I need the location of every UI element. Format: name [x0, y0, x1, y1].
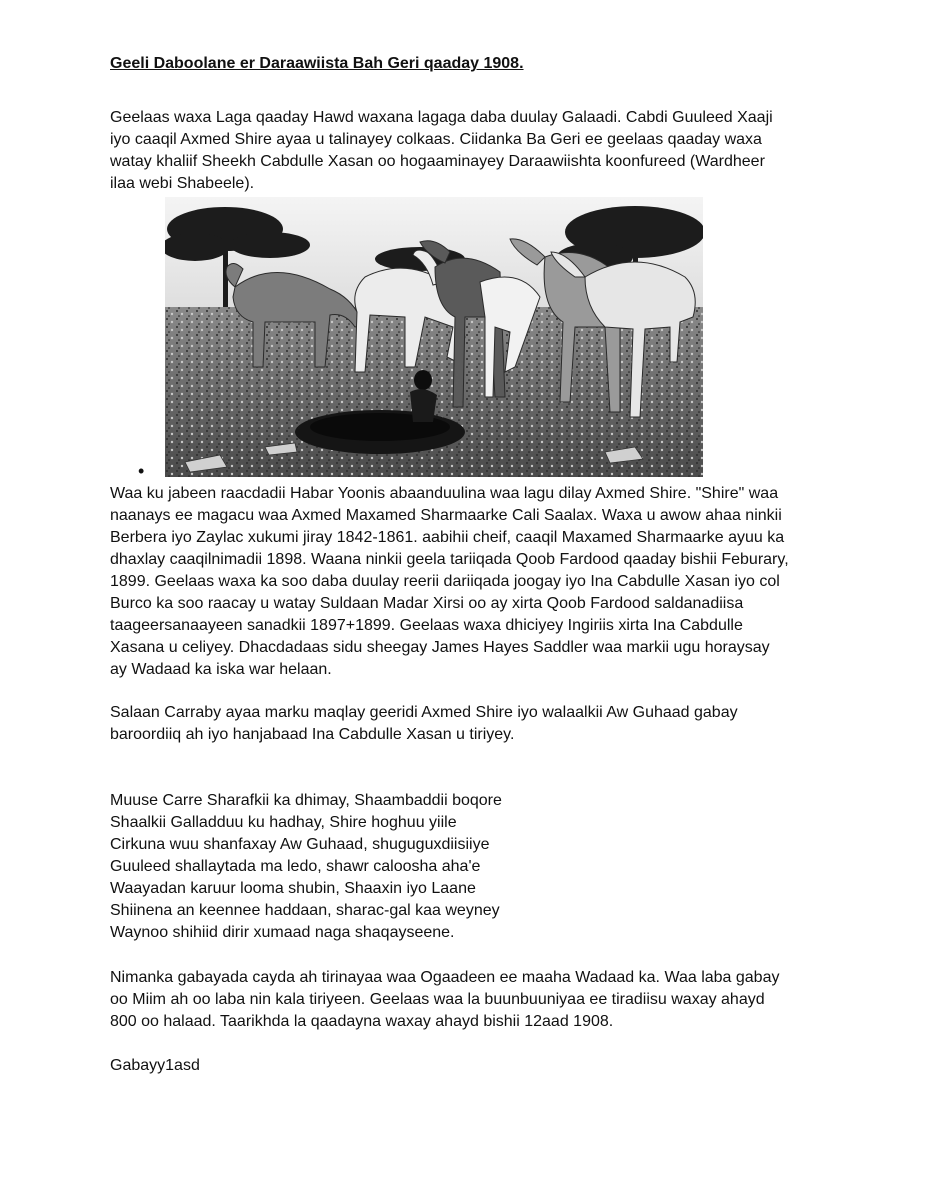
- poem-line: Muuse Carre Sharafkii ka dhimay, Shaambaddii boqore: [110, 792, 502, 809]
- text-line: 1899. Geelaas waxa ka soo daba duulay reerii dariiqada joogay iyo Ina Cabdulle Xasan iyo col: [110, 573, 780, 590]
- text-line: Nimanka gabayada cayda ah tirinayaa waa Ogaadeen ee maaha Wadaad ka. Waa laba gabay: [110, 969, 780, 986]
- poem-line: Guuleed shallaytada ma ledo, shawr caloosha aha'e: [110, 858, 481, 875]
- signature: Gabayy1asd: [110, 1057, 200, 1074]
- document-title: Geeli Daboolane er Daraawiista Bah Geri qaaday 1908.: [110, 55, 524, 72]
- text-line: watay khaliif Sheekh Cabdulle Xasan oo hogaaminayey Daraawiishta koonfureed (Wardheer: [110, 153, 765, 170]
- text-line: dhaxlay caaqilnimadii 1898. Waana ninkii geela tariiqada Qoob Fardood qaaday bishii Feburary,: [110, 551, 789, 568]
- paragraph-salaan: [110, 702, 825, 746]
- paragraph-intro: [110, 107, 825, 195]
- bullet-marker: •: [138, 461, 145, 481]
- paragraph-conclusion: [110, 967, 825, 1033]
- text-line: ilaa webi Shabeele).: [110, 175, 255, 192]
- paragraph-shire: [110, 483, 825, 681]
- poem-line: Shiinena an keennee haddaan, sharac-gal kaa weyney: [110, 902, 500, 919]
- text-line: Xasana u celiyey. Dhacdadaas sidu sheegay James Hayes Saddler waa markii ugu horaysay: [110, 639, 770, 656]
- poem-line: Waynoo shihiid dirir xumaad naga shaqayseene.: [110, 924, 455, 941]
- text-line: naanays ee magacu waa Axmed Maxamed Sharmaarke Cali Saalax. Waxa u awow ahaa ninkii: [110, 507, 782, 524]
- poem-line: Shaalkii Galladduu ku hadhay, Shire hoghuu yiile: [110, 814, 457, 831]
- text-line: baroordiiq ah iyo hanjabaad Ina Cabdulle Xasan u tiriyey.: [110, 726, 515, 743]
- text-line: ay Wadaad ka iska war helaan.: [110, 661, 332, 678]
- poem: [110, 790, 825, 944]
- text-line: taageersanaayeen sanadkii 1897+1899. Geelaas waxa dhiciyey Ingiriis xirta Ina Cabdulle: [110, 617, 743, 634]
- poem-line: Cirkuna wuu shanfaxay Aw Guhaad, shuguguxdiisiiye: [110, 836, 490, 853]
- text-line: iyo caaqil Axmed Shire ayaa u talinayey colkaas. Ciidanka Ba Geri ee geelaas qaaday waxa: [110, 131, 762, 148]
- text-line: 800 oo halaad. Taarikhda la qaadayna waxay ahayd bishii 12aad 1908.: [110, 1013, 614, 1030]
- text-line: Burco ka soo raacay u watay Suldaan Madar Xirsi oo ay xirta Qoob Fardood saldanadiisa: [110, 595, 744, 612]
- text-line: Salaan Carraby ayaa marku maqlay geeridi Axmed Shire iyo walaalkii Aw Guhaad gabay: [110, 704, 738, 721]
- poem-line: Waayadan karuur looma shubin, Shaaxin iyo Laane: [110, 880, 476, 897]
- text-line: oo Miim ah oo laba nin kala tiriyeen. Geelaas waa la buunbuuniyaa ee tiradiisu waxay ahayd: [110, 991, 765, 1008]
- text-line: Waa ku jabeen raacdadii Habar Yoonis abaanduulina waa lagu dilay Axmed Shire. "Shire" waa: [110, 485, 779, 502]
- text-line: Geelaas waxa Laga qaaday Hawd waxana lagaga daba duulay Galaadi. Cabdi Guuleed Xaaji: [110, 109, 773, 126]
- camels-photo: [165, 197, 703, 477]
- text-line: Berbera iyo Zaylac xukumi jiray 1842-1861. aabihii cheif, caaqil Maxamed Sharmaarke ayuu ka: [110, 529, 785, 546]
